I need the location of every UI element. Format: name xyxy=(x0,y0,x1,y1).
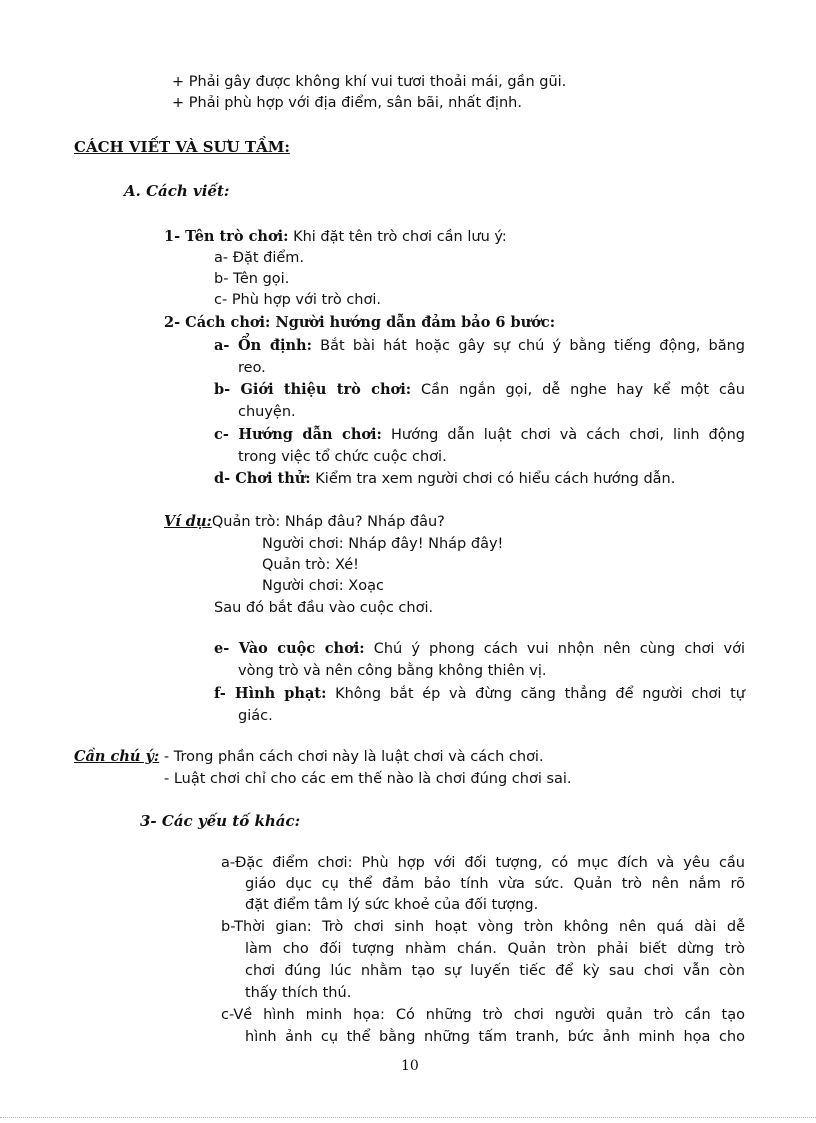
note-line-1 xyxy=(74,747,544,767)
step-d-label: Chơi thử: xyxy=(235,470,311,487)
factor-a-line-2: giáo dục cụ thể đảm bảo tính vừa sức. Quản trò nên nắm rõ xyxy=(245,876,745,892)
step-c xyxy=(214,425,745,445)
factor-a-line-1: a-Đặc điểm chơi: Phù hợp với đối tượng, có mục đích và yêu cầu xyxy=(221,855,745,871)
note-text-1: - Trong phần cách chơi này là luật chơi và cách chơi. xyxy=(159,749,544,765)
step-e xyxy=(214,639,745,659)
step-a-cont: reo. xyxy=(238,360,266,376)
example-label: Ví dụ: xyxy=(164,513,212,530)
bullet-line-1: + Phải gây được không khí vui tươi thoải mái, gần gũi. xyxy=(172,74,567,90)
step-f-prefix: f- xyxy=(214,685,235,702)
step-b-label: Giới thiệu trò chơi: xyxy=(240,381,412,398)
factor-a-line-3: đặt điểm tâm lý sức khoẻ của đối tượng. xyxy=(245,897,539,913)
item-2-heading: 2- Cách chơi: Người hướng dẫn đảm bảo 6 bước: xyxy=(164,314,556,331)
section-title: CÁCH VIẾT VÀ SƯU TẦM: xyxy=(74,138,290,156)
step-e-prefix: e- xyxy=(214,640,239,657)
step-a-prefix: a- xyxy=(214,337,239,354)
note-label: Cần chú ý: xyxy=(74,748,160,765)
factor-b-line-4: thấy thích thú. xyxy=(245,985,352,1001)
factor-b-line-2: làm cho đối tượng nhàm chán. Quản tròn phải biết dừng trò xyxy=(245,941,745,957)
example-line-3: Quản trò: Xé! xyxy=(262,557,359,573)
page-number: 10 xyxy=(401,1058,419,1074)
item-1 xyxy=(164,227,507,247)
item-1-a: a- Đặt điểm. xyxy=(214,250,305,266)
example-line-1 xyxy=(164,512,445,532)
step-b xyxy=(214,380,745,400)
step-c-label: Hướng dẫn chơi: xyxy=(238,426,382,443)
step-f-cont: giác. xyxy=(238,708,273,724)
item-1-b: b- Tên gọi. xyxy=(214,271,290,287)
step-f xyxy=(214,684,745,704)
step-a xyxy=(214,336,745,356)
item-3-title: 3- Các yếu tố khác: xyxy=(140,812,301,830)
example-line-2: Người chơi: Nháp đây! Nháp đây! xyxy=(262,536,504,552)
step-d xyxy=(214,469,675,489)
item-1-text: Khi đặt tên trò chơi cần lưu ý: xyxy=(288,229,507,245)
step-e-cont: vòng trò và nên công bằng không thiên vị. xyxy=(238,663,547,679)
factor-b-line-3: chơi đúng lúc nhằm tạo sự luyến tiếc để kỳ sau chơi vẫn còn xyxy=(245,963,745,979)
step-c-prefix: c- xyxy=(214,426,239,443)
factor-b-line-1: b-Thời gian: Trò chơi sinh hoạt vòng tròn không nên quá dài dễ xyxy=(221,919,745,935)
example-text-1: Quản trò: Nháp đâu? Nháp đâu? xyxy=(211,514,445,530)
page-bottom-divider xyxy=(0,1117,816,1118)
example-after: Sau đó bắt đầu vào cuộc chơi. xyxy=(214,600,434,616)
step-c-cont: trong việc tổ chức cuộc chơi. xyxy=(238,449,447,465)
step-f-label: Hình phạt: xyxy=(234,685,327,702)
step-d-prefix: d- xyxy=(214,470,236,487)
step-b-cont: chuyện. xyxy=(238,404,296,420)
subsection-title-a: A. Cách viết: xyxy=(124,182,230,200)
factor-c-line-1: c-Về hình minh họa: Có những trò chơi người quản trò cần tạo xyxy=(221,1007,745,1023)
step-b-text: Cần ngắn gọi, dễ nghe hay kể một câu xyxy=(411,382,745,398)
note-line-2: - Luật chơi chỉ cho các em thế nào là chơi đúng chơi sai. xyxy=(164,771,572,787)
item-1-label: 1- Tên trò chơi: xyxy=(164,228,289,245)
step-e-text: Chú ý phong cách vui nhộn nên cùng chơi với xyxy=(364,641,746,657)
step-c-text: Hướng dẫn luật chơi và cách chơi, linh động xyxy=(381,427,745,443)
bullet-line-2: + Phải phù hợp với địa điểm, sân bãi, nhất định. xyxy=(172,95,522,111)
factor-c-line-2: hình ảnh cụ thể bằng những tấm tranh, bức ảnh minh họa cho xyxy=(245,1029,745,1045)
step-a-label: Ổn định: xyxy=(238,337,312,354)
step-a-text: Bắt bài hát hoặc gây sự chú ý bằng tiếng động, băng xyxy=(311,338,745,354)
example-line-4: Người chơi: Xoạc xyxy=(262,578,384,594)
step-f-text: Không bắt ép và đừng căng thẳng để người chơi tự xyxy=(326,686,745,702)
step-d-text: Kiểm tra xem người chơi có hiểu cách hướng dẫn. xyxy=(310,471,676,487)
step-e-label: Vào cuộc chơi: xyxy=(238,640,365,657)
item-1-c: c- Phù hợp với trò chơi. xyxy=(214,292,381,308)
step-b-prefix: b- xyxy=(214,381,241,398)
